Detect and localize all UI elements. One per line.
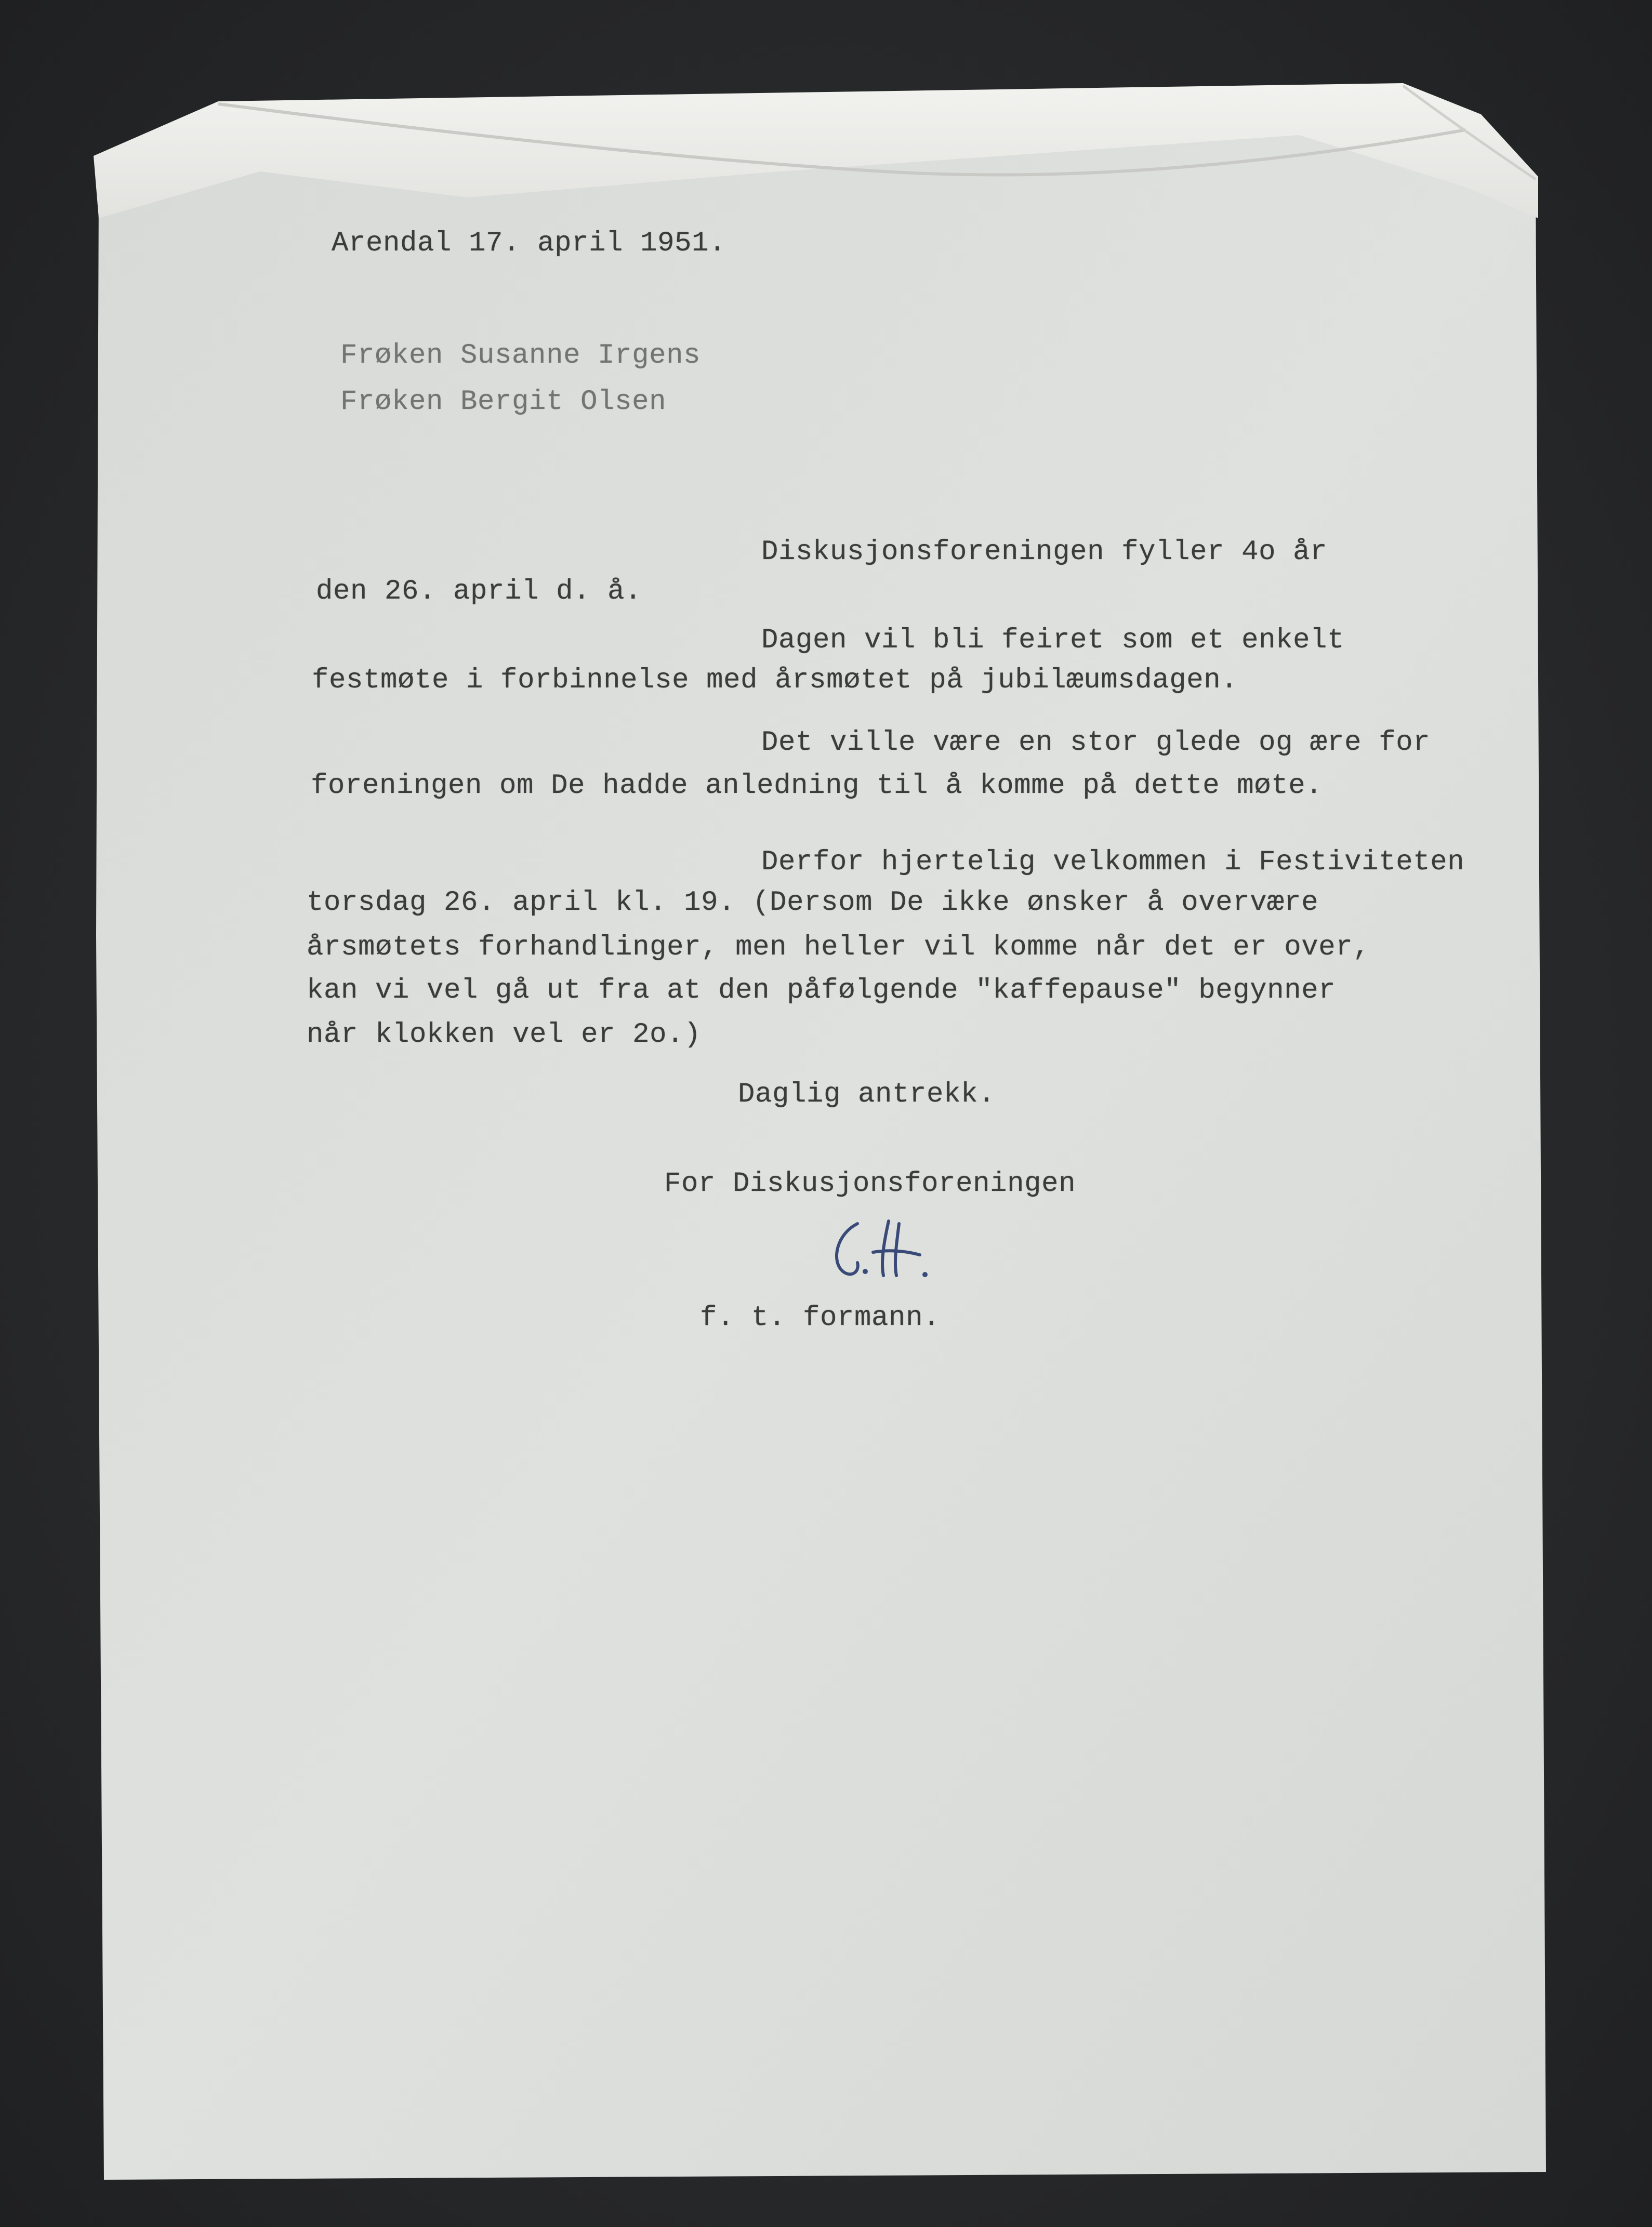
closing-line: For Diskusjonsforeningen (664, 1168, 1076, 1200)
body-line-8: torsdag 26. april kl. 19. (Dersom De ikke ønsker å overvære (307, 887, 1319, 919)
body-line-6: foreningen om De hadde anledning til å komme på dette møte. (311, 770, 1323, 802)
dress-code-line: Daglig antrekk. (738, 1079, 996, 1110)
signature-dot-1 (863, 1269, 868, 1274)
body-line-1: Diskusjonsforeningen fyller 4o år (761, 536, 1328, 568)
body-line-11: når klokken vel er 2o.) (307, 1019, 702, 1051)
paper-body (96, 109, 1546, 2180)
recipient-line-1: Frøken Susanne Irgens (340, 340, 701, 372)
recipient-line-2: Frøken Bergit Olsen (340, 386, 667, 418)
body-line-4: festmøte i forbinnelse med årsmøtet på jubilæumsdagen. (312, 665, 1238, 696)
signer-title: f. t. formann. (700, 1302, 941, 1334)
body-line-5: Det ville være en stor glede og ære for (761, 727, 1431, 759)
signature-dot-2 (922, 1272, 928, 1277)
body-line-10: kan vi vel gå ut fra at den påfølgende "kaffepause" begynner (307, 975, 1336, 1006)
body-line-7: Derfor hjertelig velkommen i Festiviteten (761, 846, 1465, 878)
body-line-3: Dagen vil bli feiret som et enkelt (761, 625, 1345, 656)
handwritten-signature (821, 1213, 956, 1291)
body-line-2: den 26. april d. å. (316, 576, 642, 607)
signature-stroke-s (837, 1224, 858, 1274)
body-line-9: årsmøtets forhandlinger, men heller vil komme når det er over, (307, 932, 1370, 963)
letter-place-date: Arendal 17. april 1951. (332, 228, 726, 259)
signature-stroke-h (873, 1221, 920, 1276)
